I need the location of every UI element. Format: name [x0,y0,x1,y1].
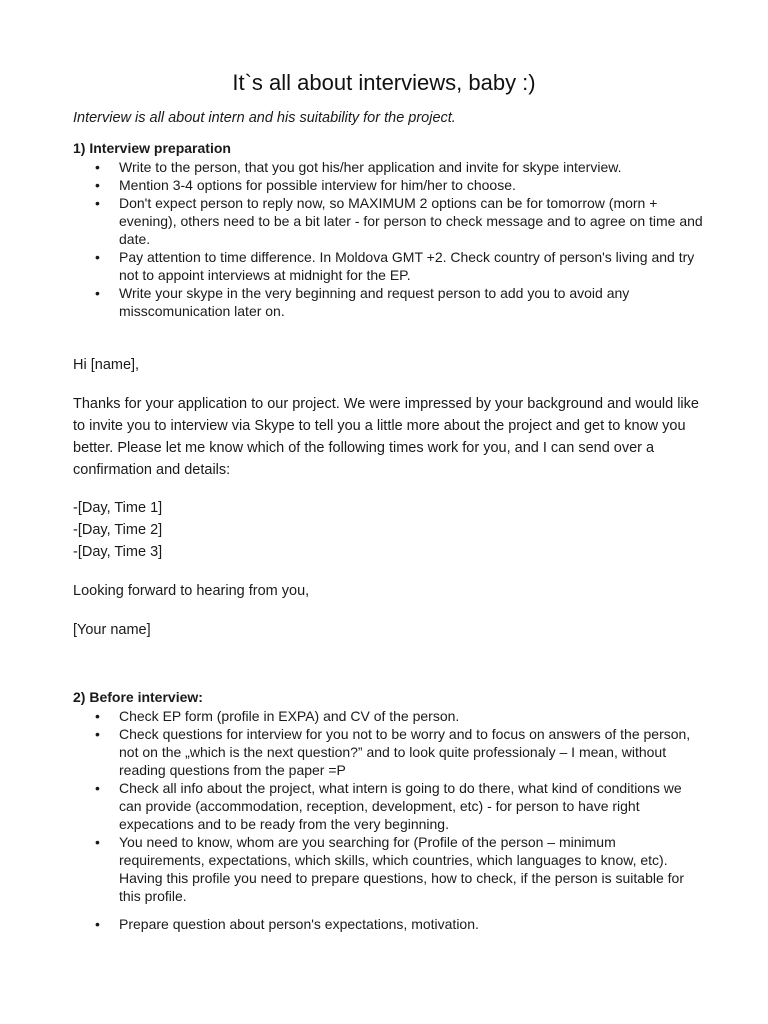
section-1-heading: 1) Interview preparation [73,140,231,156]
list-item: • Check all info about the project, what intern is going to do there, what kind of conditions we can provide (accommodation, reception, development, etc) - for person to have right expecations and to be ready from the very beginning. [73,779,703,833]
letter-body: Thanks for your application to our project. We were impressed by your background and would like to invite you to interview via Skype to tell you a little more about the project and get to know you better. Please let me know which of the following times work for you, and I can send over a confirmation and details: [73,396,699,478]
intro-text: Interview is all about intern and his suitability for the project. [73,110,456,126]
letter-signature: [Your name] [73,622,151,638]
section-2-heading: 2) Before interview: [73,689,203,705]
document-title: It`s all about interviews, baby :) [232,70,536,95]
list-item: • Check questions for interview for you not to be worry and to focus on answers of the person, not on the „which is the next question?” and to look quite professionaly – I mean, without reading questions from the paper =P [73,725,703,779]
time-option: -[Day, Time 3] [73,544,163,560]
list-item: • Don't expect person to reply now, so MAXIMUM 2 options can be for tomorrow (morn + evening), others need to be a bit later - for person to check message and to agree on time and date. [73,194,703,248]
list-item: • You need to know, whom are you searching for (Profile of the person – minimum requirements, expectations, which skills, which countries, which languages to know, etc). Having this profile you need to prepare questions, how to check, if the person is suitable for this profile. [73,833,703,905]
list-item: • Mention 3-4 options for possible interview for him/her to choose. [73,176,703,194]
time-option: -[Day, Time 1] [73,500,163,516]
list-item: • Check EP form (profile in EXPA) and CV of the person. [73,707,703,725]
letter-closing: Looking forward to hearing from you, [73,583,310,599]
list-item: • Prepare question about person's expectations, motivation. [73,915,703,933]
letter-greeting: Hi [name], [73,357,140,373]
list-item: • Write your skype in the very beginning and request person to add you to avoid any misscomunication later on. [73,284,703,320]
letter-times [73,497,703,563]
section-2-list [73,707,703,933]
list-item: • Pay attention to time difference. In Moldova GMT +2. Check country of person's living and try not to appoint interviews at midnight for the EP. [73,248,703,284]
time-option: -[Day, Time 2] [73,522,163,538]
list-item: • Write to the person, that you got his/her application and invite for skype interview. [73,158,703,176]
section-1-list [73,158,703,320]
